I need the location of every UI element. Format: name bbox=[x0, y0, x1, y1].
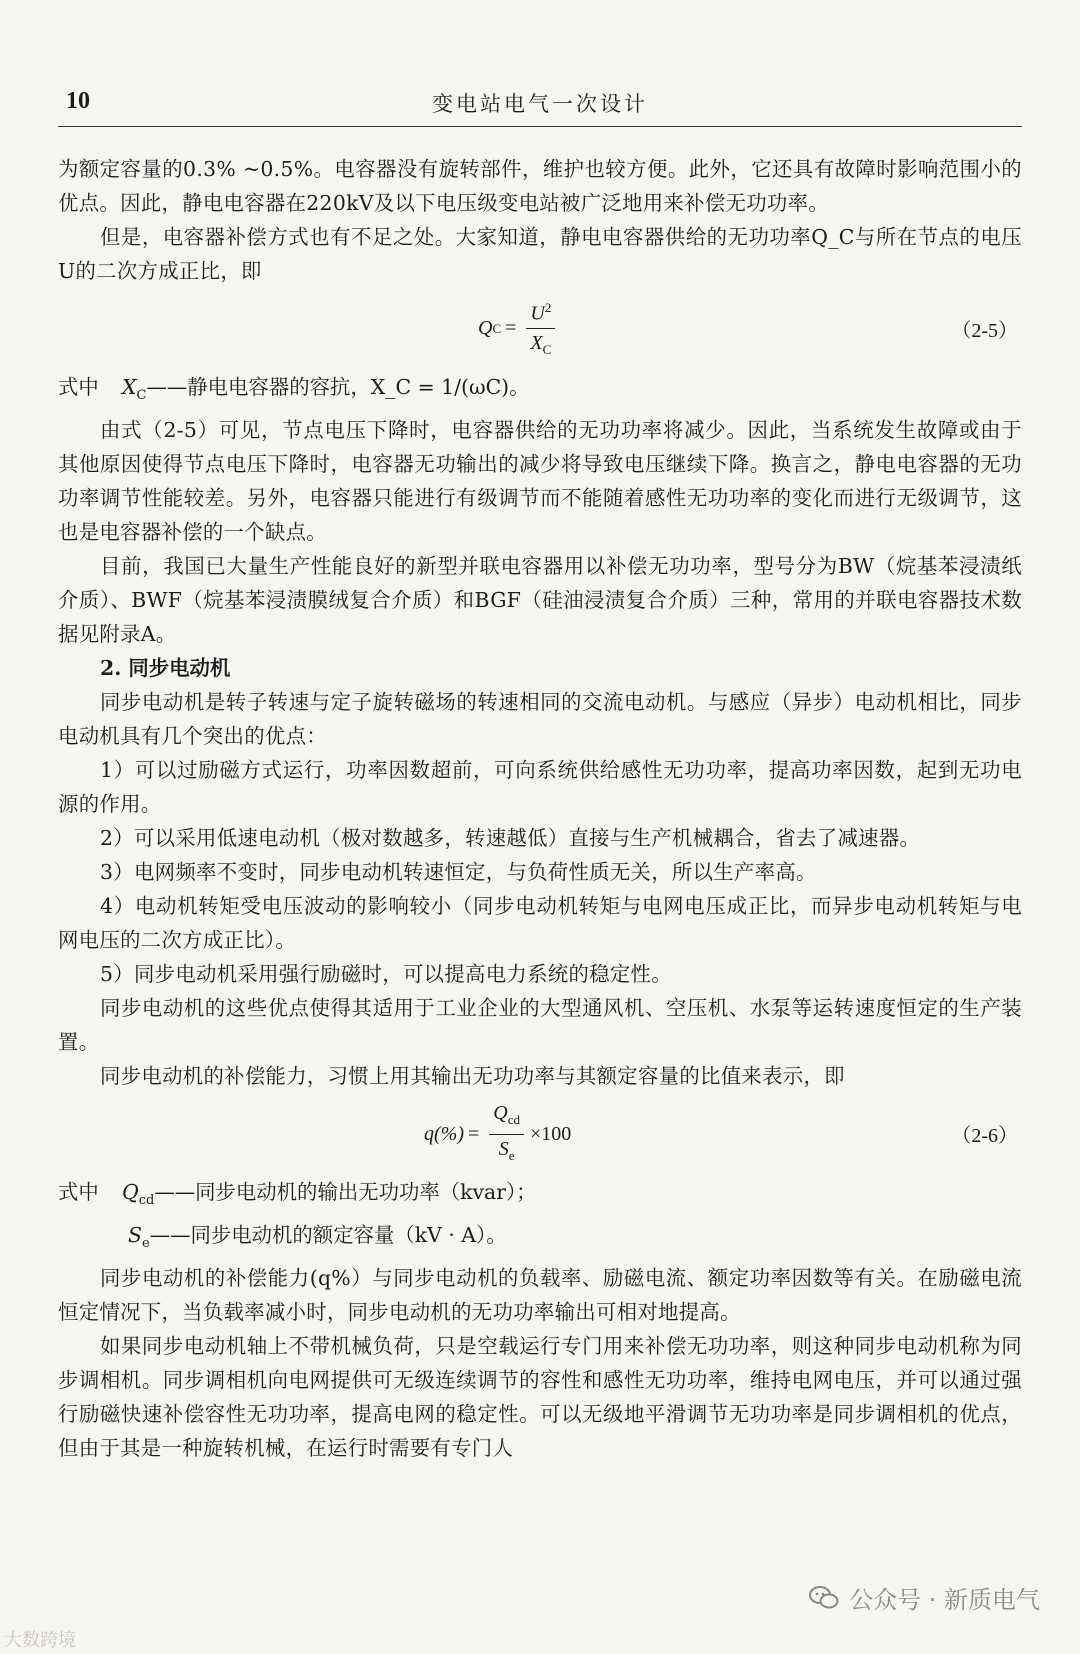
formula-numerator: Q bbox=[493, 1102, 508, 1125]
formula-where-2-6 bbox=[58, 1175, 1022, 1218]
where-symbol-sub: e bbox=[141, 1236, 150, 1252]
formula-lhs-sub: C bbox=[492, 320, 502, 336]
list-item: 3）电网频率不变时，同步电动机转速恒定，与负荷性质无关，所以生产率高。 bbox=[100, 860, 817, 885]
paragraph: 为额定容量的0.3% ~0.5%。电容器没有旋转部件，维护也较方便。此外，它还具有故障时影响范围小的优点。因此，静电电容器在220kV及以下电压级变电站被广泛地用来补偿无功功率。 bbox=[58, 157, 1022, 215]
watermark-text: 公众号 · 新质电气 bbox=[849, 1586, 1040, 1614]
formula-numerator-sup: 2 bbox=[544, 300, 552, 315]
formula-expression: Q C = $\frac{U^2}{X_C}$ bbox=[478, 296, 561, 362]
paragraph: 如果同步电动机轴上不带机械负荷，只是空载运行专门用来补偿无功功率，则这种同步电动机称为同步调相机。同步调相机向电网提供可无级连续调节的容性和感性无功功率，维持电网电压，并可以通过强行励磁快速补偿容性无功功率，提高电网的稳定性。可以无级地平滑调节无功功率是同步调相机的优点，但由于其是一种旋转机械，在运行时需要有专门人 bbox=[58, 1334, 1022, 1461]
formula-numerator-sub: cd bbox=[507, 1112, 520, 1128]
page-body bbox=[58, 152, 1022, 1465]
formula-tail: ×100 bbox=[530, 1123, 572, 1146]
where-symbol-sub: cd bbox=[138, 1193, 155, 1209]
paragraph: 同步电动机的补偿能力(q%）与同步电动机的负载率、励磁电流、额定功率因数等有关。在励磁电流恒定情况下，当负载率减小时，同步电动机的无功功率输出可相对地提高。 bbox=[58, 1266, 1022, 1325]
formula-denominator-sub: C bbox=[542, 341, 552, 357]
wechat-watermark bbox=[809, 1580, 1040, 1615]
formula-where-2-5 bbox=[58, 370, 1022, 413]
where-text: ——同步电动机的额定容量（kV · A）。 bbox=[149, 1223, 507, 1248]
page-header bbox=[58, 86, 1022, 127]
where-label: 式中 bbox=[58, 375, 99, 399]
equation-number: （2-5） bbox=[951, 320, 1018, 342]
paragraph: 目前，我国已大量生产性能良好的新型并联电容器用以补偿无功功率，型号分为BW（烷基苯浸渍纸介质）、BWF（烷基苯浸渍膜绒复合介质）和BGF（硅油浸渍复合介质）三种，常用的并联电容器技术数据见附录A。 bbox=[58, 554, 1022, 647]
formula-expression: q(%) = $\frac{Q_{cd}}{S_e}$ ×100 bbox=[424, 1101, 571, 1168]
wechat-icon bbox=[809, 1585, 839, 1611]
section-heading: 2. 同步电动机 bbox=[100, 656, 231, 681]
list-item: 2）可以采用低速电动机（极对数越多，转速越低）直接与生产机械耦合，省去了减速器。 bbox=[100, 826, 921, 851]
formula-2-6 bbox=[58, 1097, 1022, 1171]
formula-where-2-6-line2 bbox=[58, 1218, 1022, 1261]
formula-fraction bbox=[526, 296, 555, 362]
book-title: 变电站电气一次设计 bbox=[432, 92, 648, 116]
paragraph: 同步电动机的补偿能力，习惯上用其输出无功功率与其额定容量的比值来表示，即 bbox=[100, 1064, 845, 1089]
where-text: ——同步电动机的输出无功功率（kvar）； bbox=[154, 1180, 537, 1205]
paragraph: 同步电动机是转子转速与定子旋转磁场的转速相同的交流电动机。与感应（异步）电动机相比，同步电动机具有几个突出的优点： bbox=[58, 690, 1022, 749]
formula-lhs: q(%) bbox=[424, 1123, 464, 1146]
formula-denominator-sub: e bbox=[508, 1148, 515, 1164]
equation-number: （2-6） bbox=[951, 1125, 1018, 1148]
paragraph: 由式（2-5）可见，节点电压下降时，电容器供给的无功功率将减少。因此，当系统发生故障或由于其他原因使得节点电压下降时，电容器无功输出的减少将导致电压继续下降。换言之，静电电容器的无功功率调节性能较差。另外，电容器只能进行有级调节而不能随着感性无功功率的变化而进行无级调节，这也是电容器补偿的一个缺点。 bbox=[58, 418, 1022, 545]
formula-2-5 bbox=[58, 292, 1022, 366]
where-symbol: Q bbox=[122, 1180, 139, 1205]
list-item: 5）同步电动机采用强行励磁时，可以提高电力系统的稳定性。 bbox=[100, 962, 672, 987]
page-number: 10 bbox=[66, 88, 90, 114]
where-symbol-sub: C bbox=[136, 388, 147, 404]
where-text: ——静电电容器的容抗，X_C = 1/(ωC)。 bbox=[146, 375, 530, 399]
corner-watermark: 大数跨境 bbox=[4, 1630, 76, 1651]
where-label: 式中 bbox=[58, 1180, 99, 1205]
list-item: 4）电动机转矩受电压波动的影响较小（同步电动机转矩与电网电压成正比，而异步电动机转矩与电网电压的二次方成正比）。 bbox=[58, 894, 1022, 953]
formula-numerator: U bbox=[530, 302, 545, 325]
paragraph: 但是，电容器补偿方式也有不足之处。大家知道，静电电容器供给的无功功率Q_C与所在节点的电压U的二次方成正比，即 bbox=[58, 225, 1022, 283]
formula-fraction bbox=[489, 1101, 524, 1168]
formula-denominator: S bbox=[498, 1138, 509, 1161]
where-symbol: S bbox=[128, 1223, 142, 1248]
where-symbol: X bbox=[122, 375, 137, 399]
formula-denominator: X bbox=[530, 331, 543, 354]
paragraph: 同步电动机的这些优点使得其适用于工业企业的大型通风机、空压机、水泵等运转速度恒定的生产装置。 bbox=[58, 996, 1022, 1055]
list-item: 1）可以过励磁方式运行，功率因数超前，可向系统供给感性无功功率，提高功率因数，起到无功电源的作用。 bbox=[58, 758, 1022, 817]
formula-lhs: Q bbox=[478, 317, 493, 340]
